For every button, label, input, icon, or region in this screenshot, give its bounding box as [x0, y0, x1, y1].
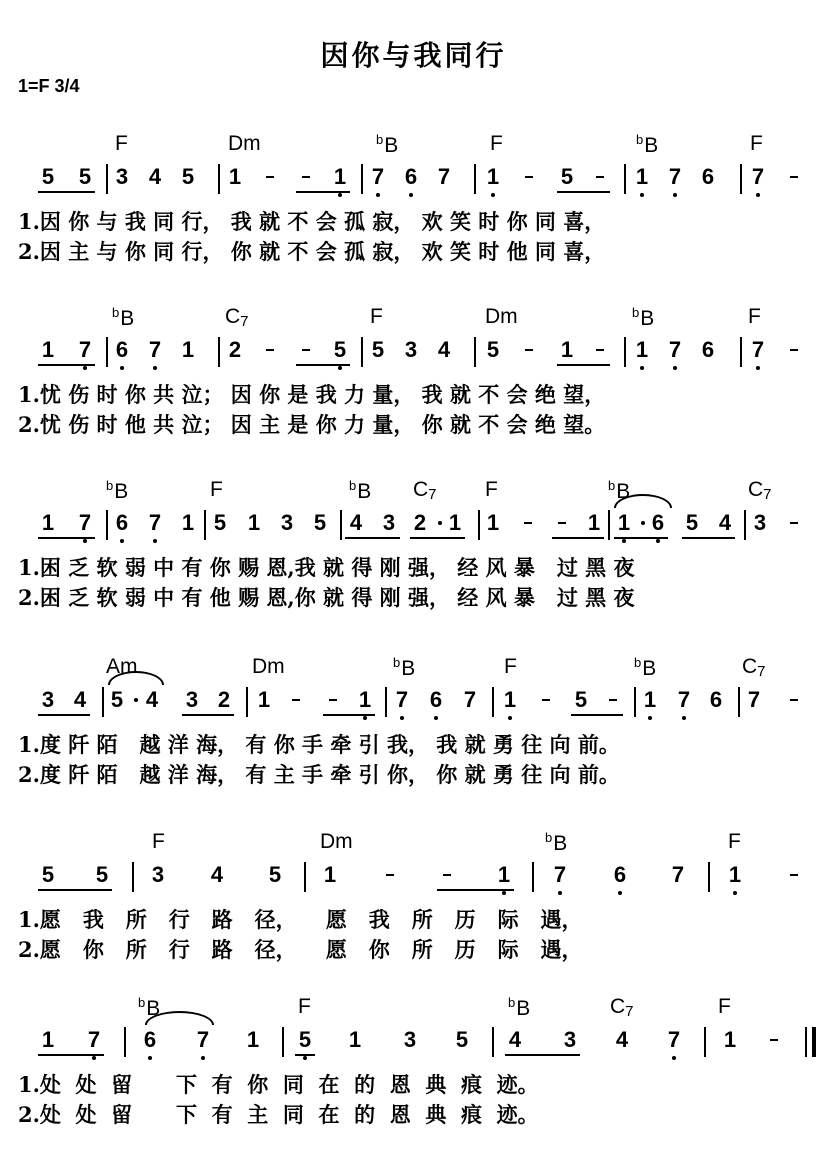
note: 5: [213, 510, 227, 535]
note: 2: [228, 337, 242, 362]
beam-underline: [38, 364, 95, 366]
chord-symbol: $C_7$: [748, 478, 772, 503]
note-row: [0, 685, 827, 725]
beam-underline: [38, 1054, 104, 1056]
sustain-dash: [596, 176, 604, 178]
chord-symbol: Dm: [252, 655, 285, 678]
bar-line: [361, 337, 363, 367]
sustain-dash: [609, 699, 617, 701]
beam-underline: [323, 714, 375, 716]
sustain-dash: [443, 874, 451, 876]
bar-line: [340, 510, 342, 540]
note: 6: [709, 687, 723, 712]
final-bar-line: [805, 1027, 816, 1057]
bar-line: [204, 510, 206, 540]
note: 3: [404, 337, 418, 362]
chord-symbol: $C_7$: [225, 305, 249, 330]
note-row: [0, 162, 827, 202]
note: 4: [437, 337, 451, 362]
bar-line: [704, 1027, 706, 1057]
chord-row: [0, 132, 827, 162]
note: 5: [95, 862, 109, 887]
note: 1: [560, 337, 574, 362]
chord-symbol: F: [152, 830, 165, 853]
note: 3: [753, 510, 767, 535]
beam-underline: [505, 1054, 580, 1056]
sustain-dash: [386, 874, 394, 876]
sustain-dash: [790, 874, 798, 876]
note: 7: [84, 1025, 104, 1055]
note: 1: [181, 510, 195, 535]
note: 7: [671, 862, 685, 887]
bar-line: [708, 862, 710, 892]
lyric-line: 1.度 阡 陌 越 洋 海， 有 你 手 牵 引 我， 我 就 勇 往 向 前。: [18, 732, 620, 757]
note: 3: [280, 510, 294, 535]
note: 1: [41, 1027, 55, 1052]
sustain-dash: [292, 699, 300, 701]
bar-line: [474, 337, 476, 367]
note: 7: [392, 685, 412, 715]
chord-symbol: $^b$B: [508, 995, 531, 1020]
sustain-dash: [302, 176, 310, 178]
sustain-dash: [790, 522, 798, 524]
note: 3: [185, 687, 199, 712]
chord-symbol: F: [485, 478, 498, 501]
sustain-dash: [542, 699, 550, 701]
lyric-line: 2.处 处 留 下 有 主 同 在 的 恩 典 痕 迹。: [18, 1102, 539, 1127]
note-row: [0, 860, 827, 900]
bar-line: [492, 1027, 494, 1057]
note: 1: [494, 860, 514, 890]
note: 1: [632, 162, 652, 192]
note-row: [0, 508, 827, 548]
note: 7: [145, 508, 165, 538]
chord-symbol: F: [504, 655, 517, 678]
note: 5: [455, 1027, 469, 1052]
sustain-dash: [790, 349, 798, 351]
lyric-line: 2.忧 伤 时 他 共 泣； 因 主 是 你 力 量， 你 就 不 会 绝 望。: [18, 412, 606, 437]
note: 7: [674, 685, 694, 715]
note: 1: [725, 860, 745, 890]
note: 1: [640, 685, 660, 715]
score-system: [0, 132, 827, 282]
beam-underline: [437, 889, 514, 891]
note: 4: [148, 164, 162, 189]
chord-symbol: F: [750, 132, 763, 155]
beam-underline: [296, 364, 350, 366]
note: 3: [382, 510, 396, 535]
note: 4: [615, 1027, 629, 1052]
chord-symbol: Dm: [320, 830, 353, 853]
lyric-line: 2.度 阡 陌 越 洋 海， 有 主 手 牵 引 你， 你 就 勇 往 向 前。: [18, 762, 620, 787]
sustain-dash: [558, 522, 566, 524]
bar-line: [361, 164, 363, 194]
note: 5: [371, 337, 385, 362]
beam-underline: [557, 364, 610, 366]
note: 7: [75, 508, 95, 538]
note: 6: [112, 335, 132, 365]
bar-line: [608, 510, 610, 540]
bar-line: [124, 1027, 126, 1057]
bar-line: [282, 1027, 284, 1057]
note: 6: [701, 164, 715, 189]
note: 6: [610, 860, 630, 890]
sustain-dash: [302, 349, 310, 351]
note: 7: [665, 162, 685, 192]
note: 1: [246, 1027, 260, 1052]
note: 5: [78, 164, 92, 189]
bar-line: [624, 164, 626, 194]
note: 1: [323, 862, 337, 887]
sustain-dash: [790, 699, 798, 701]
note: 5: [486, 337, 500, 362]
bar-line: [744, 510, 746, 540]
note: 1: [41, 510, 55, 535]
note: 1: [355, 685, 375, 715]
note: 5: [41, 164, 55, 189]
bar-line: [106, 164, 108, 194]
chord-symbol: Dm: [485, 305, 518, 328]
note: 7: [747, 687, 761, 712]
beam-underline: [345, 537, 400, 539]
beam-underline: [552, 537, 604, 539]
note: 7: [437, 164, 451, 189]
chord-row: [0, 478, 827, 508]
chord-symbol: $^b$B: [545, 830, 568, 855]
score-system: [0, 830, 827, 980]
lyric-line: 1.因 你 与 我 同 行， 我 就 不 会 孤 寂， 欢 笑 时 你 同 喜，: [18, 209, 606, 234]
chord-symbol: $^b$B: [608, 478, 631, 503]
chord-symbol: $^b$B: [376, 132, 399, 157]
bar-line: [106, 510, 108, 540]
bar-line: [634, 687, 636, 717]
bar-line: [474, 164, 476, 194]
note: 5: [295, 1025, 315, 1055]
chord-symbol: $C_7$: [742, 655, 766, 680]
bar-line: [218, 337, 220, 367]
lyric-line: 1.愿 我 所 行 路 径， 愿 我 所 历 际 遇，: [18, 907, 583, 932]
chord-symbol: $^b$B: [636, 132, 659, 157]
beam-underline: [38, 537, 95, 539]
note: 2: [413, 510, 427, 535]
chord-symbol: $C_7$: [610, 995, 634, 1020]
bar-line: [102, 687, 104, 717]
beam-underline: [557, 191, 610, 193]
note: 6: [648, 508, 668, 538]
bar-line: [246, 687, 248, 717]
note: 5: [110, 687, 124, 712]
note: 3: [41, 687, 55, 712]
beam-underline: [182, 714, 234, 716]
beam-underline: [682, 537, 735, 539]
chord-symbol: $^b$B: [106, 478, 129, 503]
beam-underline: [295, 1054, 315, 1056]
note: 1: [448, 510, 462, 535]
chord-symbol: Dm: [228, 132, 261, 155]
lyric-line: 1.忧 伤 时 你 共 泣； 因 你 是 我 力 量， 我 就 不 会 绝 望，: [18, 382, 606, 407]
bar-line: [132, 862, 134, 892]
note: 1: [41, 337, 55, 362]
beam-underline: [410, 537, 465, 539]
bar-line: [106, 337, 108, 367]
note: 7: [550, 860, 570, 890]
note: 5: [574, 687, 588, 712]
beam-underline: [38, 889, 112, 891]
note: 5: [268, 862, 282, 887]
chord-row: [0, 830, 827, 860]
note: 5: [41, 862, 55, 887]
chord-symbol: $^b$B: [349, 478, 372, 503]
note: 7: [664, 1025, 684, 1055]
sustain-dash: [596, 349, 604, 351]
note: 5: [330, 335, 350, 365]
note: 1: [632, 335, 652, 365]
note: 4: [718, 510, 732, 535]
sustain-dash: [329, 699, 337, 701]
sustain-dash: [525, 176, 533, 178]
note: 7: [193, 1025, 213, 1055]
chord-symbol: $^b$B: [393, 655, 416, 680]
note: 1: [483, 162, 503, 192]
note: 6: [701, 337, 715, 362]
note: 7: [75, 335, 95, 365]
note: 3: [563, 1027, 577, 1052]
key-signature: 1=F 3/4: [18, 76, 80, 96]
note: 3: [151, 862, 165, 887]
lyric-line: 2.因 主 与 你 同 行， 你 就 不 会 孤 寂， 欢 笑 时 他 同 喜，: [18, 239, 606, 264]
note: 1: [247, 510, 261, 535]
note: 4: [73, 687, 87, 712]
sustain-dash: [770, 1039, 778, 1041]
note: 7: [145, 335, 165, 365]
note-row: [0, 1025, 827, 1065]
note: 4: [210, 862, 224, 887]
note: 1: [348, 1027, 362, 1052]
beam-underline: [296, 191, 350, 193]
chord-symbol: $C_7$: [413, 478, 437, 503]
score-system: [0, 655, 827, 805]
note: 7: [368, 162, 388, 192]
chord-symbol: F: [748, 305, 761, 328]
score-system: [0, 305, 827, 455]
bar-line: [492, 687, 494, 717]
note: 5: [685, 510, 699, 535]
note: 1: [614, 508, 634, 538]
note: 2: [217, 687, 231, 712]
sustain-dash: [790, 176, 798, 178]
dotted-rhythm: [134, 698, 138, 702]
note: 5: [313, 510, 327, 535]
lyric-line: 1.处 处 留 下 有 你 同 在 的 恩 典 痕 迹。: [18, 1072, 539, 1097]
chord-symbol: F: [370, 305, 383, 328]
bar-line: [532, 862, 534, 892]
sustain-dash: [266, 176, 274, 178]
dotted-rhythm: [641, 521, 645, 525]
chord-symbol: $^b$B: [632, 305, 655, 330]
lyric-line: 1.困 乏 软 弱 中 有 你 赐 恩,我 就 得 刚 强， 经 风 暴 过 黑 夜: [18, 555, 635, 580]
note: 1: [257, 687, 271, 712]
bar-line: [624, 337, 626, 367]
chord-symbol: F: [718, 995, 731, 1018]
note: 1: [330, 162, 350, 192]
bar-line: [740, 164, 742, 194]
note: 7: [665, 335, 685, 365]
note: 7: [748, 335, 768, 365]
note: 3: [115, 164, 129, 189]
note: 1: [181, 337, 195, 362]
bar-line: [738, 687, 740, 717]
note: 1: [723, 1027, 737, 1052]
bar-line: [385, 687, 387, 717]
lyric-line: 2.困 乏 软 弱 中 有 他 赐 恩,你 就 得 刚 强， 经 风 暴 过 黑 夜: [18, 585, 635, 610]
chord-symbol: F: [210, 478, 223, 501]
note: 1: [228, 164, 242, 189]
note: 6: [426, 685, 446, 715]
note: 5: [181, 164, 195, 189]
note: 4: [145, 687, 159, 712]
note: 3: [403, 1027, 417, 1052]
chord-symbol: F: [728, 830, 741, 853]
chord-symbol: Am: [106, 655, 138, 678]
note: 6: [112, 508, 132, 538]
beam-underline: [38, 191, 95, 193]
bar-line: [304, 862, 306, 892]
bar-line: [478, 510, 480, 540]
note: 4: [508, 1027, 522, 1052]
chord-row: [0, 305, 827, 335]
note: 1: [587, 510, 601, 535]
chord-symbol: F: [490, 132, 503, 155]
note: 6: [401, 162, 421, 192]
note: 7: [463, 687, 477, 712]
note: 1: [486, 510, 500, 535]
beam-underline: [571, 714, 623, 716]
sustain-dash: [266, 349, 274, 351]
bar-line: [218, 164, 220, 194]
chord-row: [0, 995, 827, 1025]
song-title: 因你与我同行: [320, 39, 507, 72]
sustain-dash: [525, 349, 533, 351]
sustain-dash: [524, 522, 532, 524]
beam-underline: [614, 537, 668, 539]
chord-symbol: $^b$B: [138, 995, 161, 1020]
chord-symbol: $^b$B: [112, 305, 135, 330]
lyric-line: 2.愿 你 所 行 路 径， 愿 你 所 历 际 遇，: [18, 937, 583, 962]
chord-symbol: $^b$B: [634, 655, 657, 680]
note: 6: [140, 1025, 160, 1055]
dotted-rhythm: [438, 521, 442, 525]
beam-underline: [38, 714, 90, 716]
note: 7: [748, 162, 768, 192]
note-row: [0, 335, 827, 375]
note: 1: [500, 685, 520, 715]
chord-symbol: F: [115, 132, 128, 155]
score-system: [0, 478, 827, 628]
chord-symbol: F: [298, 995, 311, 1018]
score-system: [0, 995, 827, 1145]
bar-line: [740, 337, 742, 367]
note: 4: [349, 510, 363, 535]
note: 5: [560, 164, 574, 189]
